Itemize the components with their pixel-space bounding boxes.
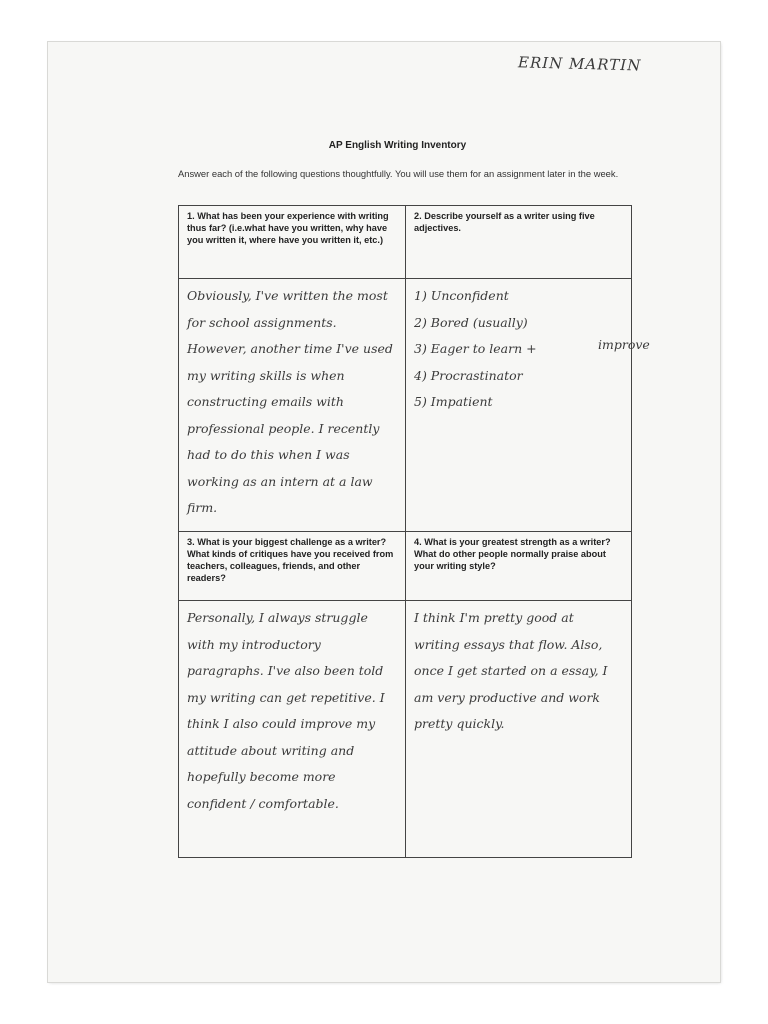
question-row-2 bbox=[179, 532, 631, 601]
question-3: 3. What is your biggest challenge as a writer? What kinds of critiques have you received from teachers, colleagues, friends, and other readers? bbox=[187, 537, 394, 583]
adjective-item: 4) Procrastinator bbox=[414, 367, 523, 383]
document-title: AP English Writing Inventory bbox=[328, 140, 467, 151]
question-1: 1. What has been your experience with writing thus far? (i.e.what have you written, why have you written it, where have you written it, etc.) bbox=[187, 211, 389, 245]
student-name: ERIN MARTIN bbox=[517, 53, 642, 75]
adjective-item: 1) Unconfident bbox=[414, 288, 509, 303]
answer-1: Obviously, I've written the most for school assignments. However, another time I've used my writing skills is when constructing emails with professional people. I recently had to do this when I was working as an intern at a law firm. bbox=[187, 288, 393, 515]
question-row-1 bbox=[179, 206, 631, 279]
answer-row-1 bbox=[179, 279, 631, 532]
answer-2 bbox=[405, 279, 631, 531]
answer-4: I think I'm pretty good at writing essays that flow. Also, once I get started on a essay, I am very productive and work pretty quickly. bbox=[405, 601, 631, 857]
adjective-item: 3) Eager to learn + bbox=[414, 341, 537, 356]
answer-row-2 bbox=[179, 601, 631, 857]
instructions: Answer each of the following questions thoughtfully. You will use them for an assignment later in the week. bbox=[178, 168, 619, 179]
question-2: 2. Describe yourself as a writer using five adjectives. bbox=[405, 206, 631, 278]
question-4: 4. What is your greatest strength as a writer? What do other people normally praise about your writing style? bbox=[405, 532, 631, 600]
adjective-item: 2) Bored (usually) bbox=[414, 314, 528, 330]
answer-2-overflow-word: improve bbox=[598, 337, 650, 352]
adjective-item: 5) Impatient bbox=[414, 394, 493, 409]
answer-3: Personally, I always struggle with my introductory paragraphs. I've also been told my writing can get repetitive. I think I also could improve my attitude about writing and hopefully become more confident / comfortable. bbox=[187, 610, 385, 811]
inventory-table bbox=[178, 205, 632, 858]
